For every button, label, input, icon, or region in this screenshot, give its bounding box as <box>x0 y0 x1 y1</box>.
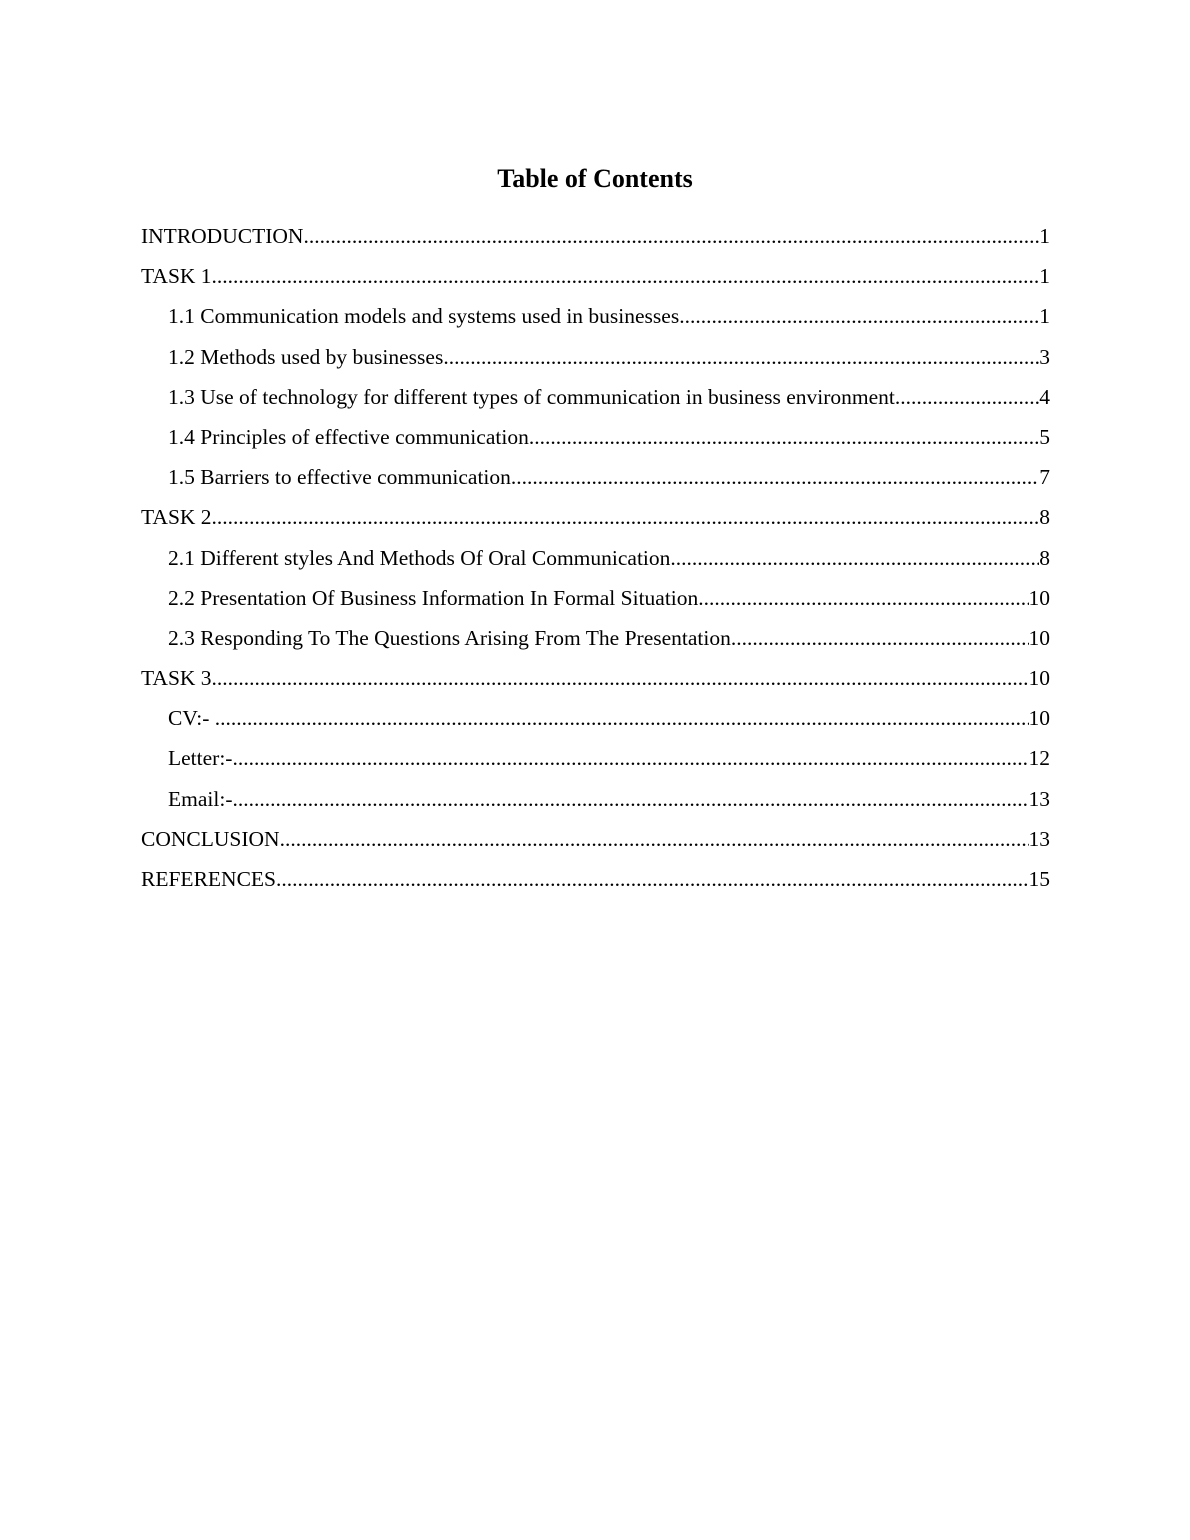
toc-entry-label: 1.2 Methods used by businesses <box>168 344 444 369</box>
toc-entry-label: Email:- <box>168 786 233 811</box>
toc-dot-leader <box>698 581 1028 615</box>
toc-entry-task-3[interactable] <box>141 661 1050 701</box>
toc-entry-2-3[interactable] <box>141 621 1050 661</box>
toc-page-number: 8 <box>1039 505 1050 530</box>
toc-entry-introduction[interactable] <box>141 219 1050 259</box>
toc-entry-1-2[interactable] <box>141 340 1050 380</box>
toc-dot-leader <box>280 822 1029 856</box>
toc-dot-leader <box>731 621 1029 655</box>
toc-entry-task-1[interactable] <box>141 259 1050 299</box>
toc-page-number: 10 <box>1028 625 1050 650</box>
toc-page-number: 8 <box>1039 545 1050 570</box>
toc-entry-label: 1.4 Principles of effective communication <box>168 424 529 449</box>
toc-page-number: 12 <box>1028 746 1050 771</box>
toc-entry-label: TASK 1 <box>141 264 212 289</box>
toc-dot-leader <box>895 380 1039 414</box>
toc-page-number: 13 <box>1028 826 1050 851</box>
toc-entry-label: TASK 3 <box>141 666 212 691</box>
toc-page-number: 13 <box>1028 786 1050 811</box>
toc-entry-conclusion[interactable] <box>141 822 1050 862</box>
page-title: Table of Contents <box>497 164 693 193</box>
toc-entry-label: 2.1 Different styles And Methods Of Oral Communication <box>168 545 671 570</box>
toc-entry-1-5[interactable] <box>141 460 1050 500</box>
toc-entry-1-4[interactable] <box>141 420 1050 460</box>
toc-entry-label: 1.3 Use of technology for different types of communication in business environment <box>168 384 895 409</box>
toc-page-number: 7 <box>1039 465 1050 490</box>
toc-dot-leader <box>276 862 1029 896</box>
toc-entry-label: Letter:- <box>168 746 233 771</box>
toc-page-number: 15 <box>1028 867 1050 891</box>
toc-entry-label: 2.2 Presentation Of Business Information In Formal Situation <box>168 585 699 610</box>
toc-entry-task-2[interactable] <box>141 500 1050 540</box>
toc-page-number: 10 <box>1028 706 1050 731</box>
toc-page-number: 4 <box>1039 384 1050 409</box>
toc-dot-leader <box>679 299 1039 333</box>
toc-page-number: 1 <box>1039 304 1050 329</box>
toc-entry-label: CONCLUSION <box>141 826 280 851</box>
toc-entry-2-2[interactable] <box>141 581 1050 621</box>
toc-dot-leader <box>232 782 1028 816</box>
toc-dot-leader <box>212 661 1029 695</box>
toc-page-number: 10 <box>1028 666 1050 691</box>
toc-entry-1-3[interactable] <box>141 380 1050 420</box>
toc-entry-2-1[interactable] <box>141 541 1050 581</box>
toc-dot-leader <box>511 460 1039 494</box>
toc-entry-label: INTRODUCTION <box>141 224 304 248</box>
toc-dot-leader <box>443 340 1039 374</box>
toc-entry-references[interactable] <box>141 862 1050 902</box>
toc-dot-leader <box>212 259 1040 293</box>
toc-entry-label: 1.5 Barriers to effective communication <box>168 465 511 490</box>
toc-page-number: 5 <box>1039 424 1050 449</box>
toc-dot-leader <box>670 541 1039 575</box>
toc-dot-leader <box>303 219 1039 253</box>
toc-page-number: 3 <box>1039 344 1050 369</box>
toc-page-number: 1 <box>1039 264 1050 289</box>
toc-entry-label: 2.3 Responding To The Questions Arising From The Presentation <box>168 625 731 650</box>
toc-page-number: 1 <box>1039 224 1050 248</box>
toc-entry-1-1[interactable] <box>141 299 1050 339</box>
table-of-contents <box>141 219 1050 902</box>
toc-entry-cv[interactable] <box>141 701 1050 741</box>
toc-entry-label: TASK 2 <box>141 505 212 530</box>
toc-dot-leader <box>529 420 1039 454</box>
toc-dot-leader <box>212 500 1040 534</box>
toc-page-number: 10 <box>1028 585 1050 610</box>
toc-dot-leader <box>215 701 1029 735</box>
toc-entry-letter[interactable] <box>141 741 1050 781</box>
toc-entry-label: CV:- <box>168 706 215 731</box>
toc-entry-label: REFERENCES <box>141 867 276 891</box>
toc-dot-leader <box>232 741 1028 775</box>
toc-entry-email[interactable] <box>141 782 1050 822</box>
toc-entry-label: 1.1 Communication models and systems used in businesses <box>168 304 680 329</box>
